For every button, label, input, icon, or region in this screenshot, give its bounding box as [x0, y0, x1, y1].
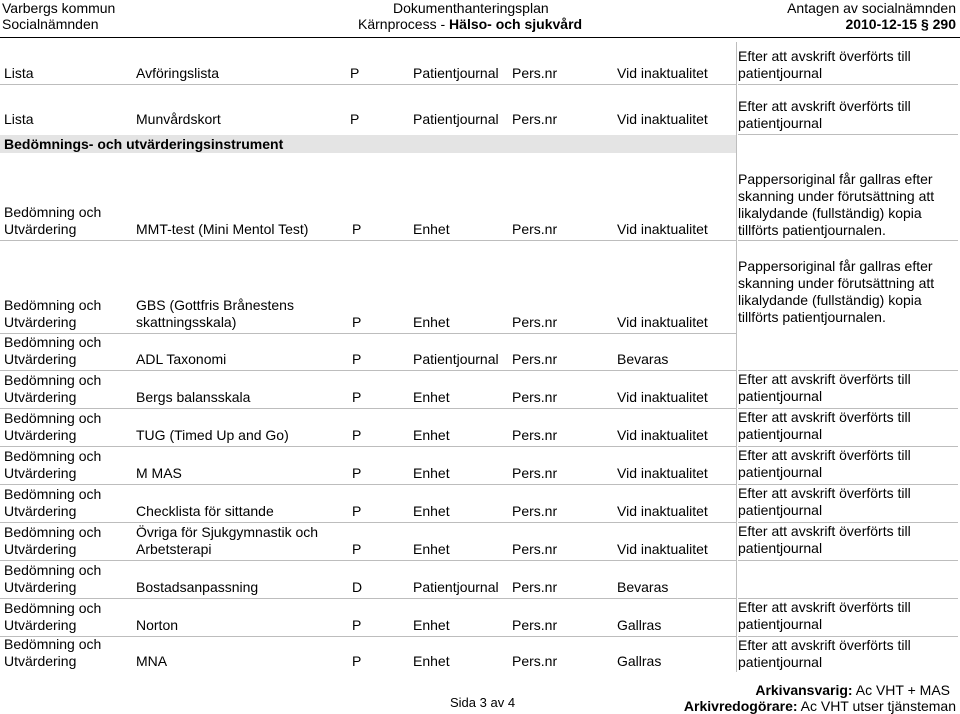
cell-note: Efter att avskrift överförts till patientjournal	[738, 523, 958, 561]
adoption-date-ref: 2010-12-15 § 290	[845, 16, 956, 32]
table-row	[0, 333, 736, 371]
cell-sorting: Pers.nr	[512, 221, 558, 237]
cell-sorting: Pers.nr	[512, 503, 558, 519]
table-row	[0, 599, 736, 637]
cell-location: Enhet	[413, 541, 450, 557]
cell-retention: Vid inaktualitet	[617, 503, 708, 519]
cell-document: Övriga för Sjukgymnastik och Arbetsterapi	[136, 524, 319, 557]
table-row	[0, 241, 736, 334]
cell-media: P	[352, 617, 362, 633]
cell-retention: Bevaras	[617, 579, 669, 595]
cell-note: Efter att avskrift överförts till patientjournal	[738, 599, 958, 637]
cell-category: Bedömning och Utvärdering	[4, 486, 102, 519]
cell-document: ADL Taxonomi	[136, 351, 227, 367]
cell-media: P	[352, 503, 362, 519]
cell-category: Bedömning och Utvärdering	[4, 600, 102, 633]
cell-sorting: Pers.nr	[512, 541, 558, 557]
cell-media: P	[352, 653, 362, 669]
table-row	[0, 637, 736, 672]
table-row	[0, 371, 736, 409]
cell-retention: Vid inaktualitet	[617, 465, 708, 481]
cell-document: GBS (Gottfris Brånestens skattningsskala)	[136, 297, 294, 330]
header-divider	[0, 37, 960, 38]
cell-retention: Vid inaktualitet	[617, 541, 708, 557]
cell-category: Bedömning och Utvärdering	[4, 410, 102, 443]
cell-category: Bedömning och Utvärdering	[4, 524, 102, 557]
cell-document: Avföringslista	[136, 65, 220, 81]
cell-note: Efter att avskrift överförts till patientjournal	[738, 98, 958, 135]
cell-location: Enhet	[413, 427, 450, 443]
page-header	[0, 0, 960, 34]
cell-sorting: Pers.nr	[512, 314, 558, 330]
cell-location: Patientjournal	[413, 65, 499, 81]
archive-owner-label: Arkivansvarig:	[755, 682, 853, 698]
cell-document: TUG (Timed Up and Go)	[136, 427, 289, 443]
table-row	[0, 485, 736, 523]
cell-media: P	[350, 65, 360, 81]
cell-document: MMT-test (Mini Mentol Test)	[136, 221, 309, 237]
cell-note: Efter att avskrift överförts till patientjournal	[738, 485, 958, 523]
table-row	[0, 447, 736, 485]
cell-note	[738, 561, 958, 599]
cell-sorting: Pers.nr	[512, 465, 558, 481]
cell-media: P	[352, 389, 362, 405]
cell-note	[738, 333, 958, 371]
cell-media: P	[352, 221, 362, 237]
table-row	[0, 84, 736, 134]
cell-document: Bergs balansskala	[136, 389, 251, 405]
cell-sorting: Pers.nr	[512, 579, 558, 595]
table-row	[0, 154, 736, 241]
cell-note: Efter att avskrift överförts till patientjournal	[738, 409, 958, 447]
cell-note: Efter att avskrift överförts till patientjournal	[738, 447, 958, 485]
cell-category: Bedömning och Utvärdering	[4, 204, 102, 237]
page-number: Sida 3 av 4	[450, 695, 516, 710]
cell-sorting: Pers.nr	[512, 653, 558, 669]
cell-media: P	[352, 351, 362, 367]
cell-retention: Bevaras	[617, 351, 669, 367]
document-title: Dokumenthanteringsplan	[393, 0, 549, 16]
cell-location: Patientjournal	[413, 351, 499, 367]
archive-clerk-value: Ac VHT utser tjänsteman	[797, 698, 956, 714]
cell-category: Bedömning och Utvärdering	[4, 334, 102, 367]
cell-media: P	[352, 314, 362, 330]
table-row	[0, 42, 736, 85]
cell-retention: Vid inaktualitet	[617, 314, 708, 330]
cell-location: Enhet	[413, 389, 450, 405]
process-name: Hälso- och sjukvård	[449, 16, 583, 32]
table-row	[0, 561, 736, 599]
cell-location: Enhet	[413, 617, 450, 633]
section-heading: Bedömnings- och utvärderingsinstrument	[0, 135, 736, 153]
cell-document: MNA	[136, 653, 168, 669]
cell-category: Bedömning och Utvärdering	[4, 297, 102, 330]
archive-clerk-label: Arkivredogörare:	[683, 698, 798, 714]
cell-media: D	[352, 579, 363, 595]
cell-sorting: Pers.nr	[512, 427, 558, 443]
cell-media: P	[350, 111, 360, 127]
unit-name: Socialnämnden	[2, 16, 99, 32]
cell-category: Bedömning och Utvärdering	[4, 372, 102, 405]
cell-location: Patientjournal	[413, 579, 499, 595]
cell-retention: Vid inaktualitet	[617, 389, 708, 405]
cell-document: Norton	[136, 617, 179, 633]
cell-note: Pappersoriginal får gallras efter skanning under förutsättning att likalydande (fullständig) kopia tillförts patientjournalen.	[738, 258, 935, 325]
process-label: Kärnprocess -	[358, 16, 450, 32]
cell-note: Efter att avskrift överförts till patientjournal	[738, 371, 958, 409]
cell-sorting: Pers.nr	[512, 111, 558, 127]
table-row	[0, 523, 736, 561]
cell-location: Patientjournal	[413, 111, 499, 127]
cell-media: P	[352, 541, 362, 557]
cell-sorting: Pers.nr	[512, 351, 558, 367]
cell-document: Checklista för sittande	[136, 503, 274, 519]
org-name: Varbergs kommun	[2, 0, 116, 16]
cell-location: Enhet	[413, 653, 450, 669]
cell-note: Efter att avskrift överförts till patientjournal	[738, 637, 911, 670]
cell-sorting: Pers.nr	[512, 617, 558, 633]
cell-category: Bedömning och Utvärdering	[4, 562, 102, 595]
cell-document: M MAS	[136, 465, 182, 481]
cell-retention: Gallras	[617, 653, 662, 669]
cell-sorting: Pers.nr	[512, 389, 558, 405]
cell-sorting: Pers.nr	[512, 65, 558, 81]
cell-category: Lista	[4, 111, 34, 127]
process-title	[358, 16, 582, 32]
column-divider	[736, 42, 737, 672]
cell-category: Lista	[4, 65, 34, 81]
cell-media: P	[352, 427, 362, 443]
cell-location: Enhet	[413, 221, 450, 237]
cell-category: Bedömning och Utvärdering	[4, 448, 102, 481]
cell-location: Enhet	[413, 465, 450, 481]
cell-note: Efter att avskrift överförts till patientjournal	[738, 48, 958, 85]
cell-location: Enhet	[413, 314, 450, 330]
table-row	[0, 409, 736, 447]
archive-owner-value: Ac VHT + MAS	[852, 682, 950, 698]
cell-media: P	[352, 465, 362, 481]
archive-owner	[755, 682, 950, 698]
cell-retention: Vid inaktualitet	[617, 65, 708, 81]
cell-document: Munvårdskort	[136, 111, 221, 127]
cell-location: Enhet	[413, 503, 450, 519]
archive-clerk	[684, 698, 956, 714]
cell-category: Bedömning och Utvärdering	[4, 636, 102, 669]
cell-retention: Vid inaktualitet	[617, 221, 708, 237]
cell-note: Pappersoriginal får gallras efter skanning under förutsättning att likalydande (fullständig) kopia tillförts patientjournalen.	[738, 171, 958, 241]
adopted-by: Antagen av socialnämnden	[787, 0, 956, 16]
cell-retention: Gallras	[617, 617, 662, 633]
cell-retention: Vid inaktualitet	[617, 111, 708, 127]
cell-retention: Vid inaktualitet	[617, 427, 708, 443]
cell-document: Bostadsanpassning	[136, 579, 259, 595]
